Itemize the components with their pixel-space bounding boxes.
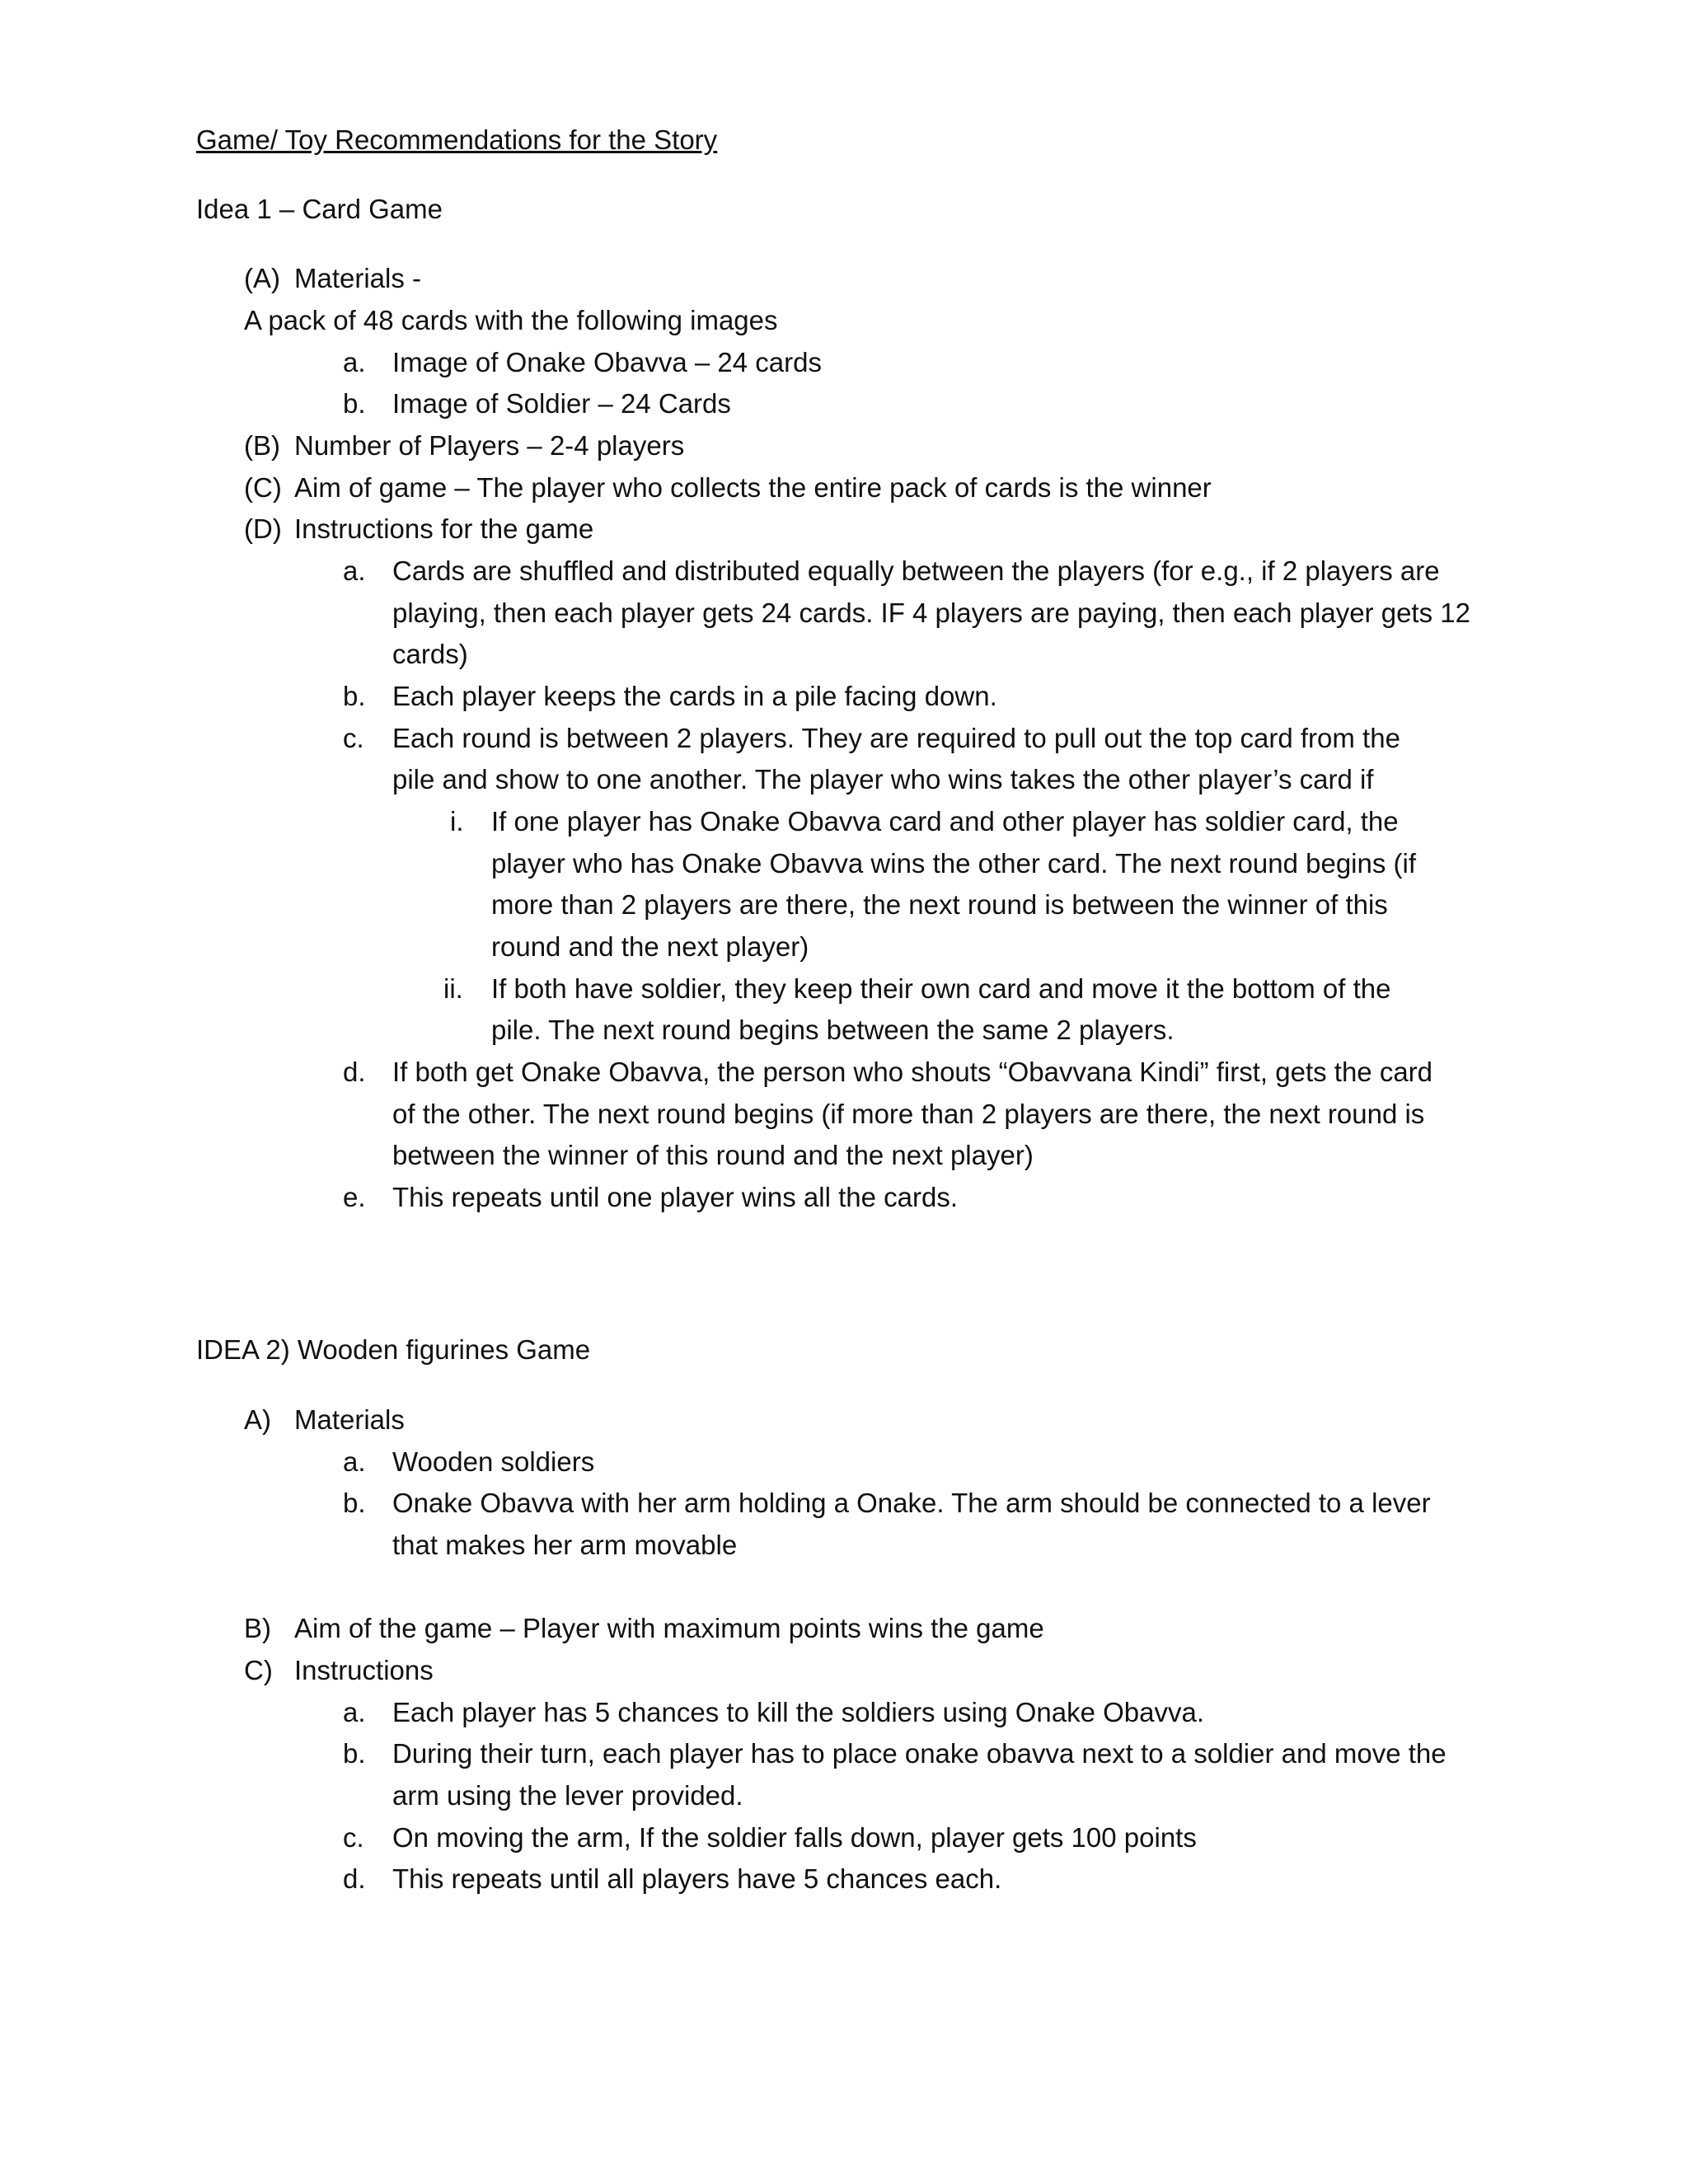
idea1-aim-marker: (C) [244, 472, 282, 503]
idea2-instructions-marker: C) [244, 1655, 273, 1685]
idea1-step-d-line-2: of the other. The next round begins (if more than 2 players are there, the next round is [392, 1099, 1425, 1129]
idea2-heading: IDEA 2) Wooden figurines Game [196, 1334, 591, 1365]
idea1-step-d-line-3: between the winner of this round and the next player) [392, 1140, 1034, 1170]
idea2-aim-text: Aim of the game – Player with maximum points wins the game [294, 1613, 1044, 1643]
idea2-material-b-marker: b. [343, 1488, 366, 1518]
idea2-step-d-marker: d. [343, 1863, 366, 1894]
idea1-materials-marker: (A) [244, 263, 280, 293]
idea1-step-b-text: Each player keeps the cards in a pile facing down. [392, 681, 997, 711]
idea1-step-a-line-3: cards) [392, 639, 468, 669]
idea2-material-a-marker: a. [343, 1446, 366, 1477]
idea2-materials-marker: A) [244, 1404, 271, 1435]
idea1-heading: Idea 1 – Card Game [196, 194, 443, 224]
idea1-material-a-text: Image of Onake Obavva – 24 cards [392, 347, 822, 377]
idea1-step-d-marker: d. [343, 1057, 366, 1087]
idea1-step-c-marker: c. [343, 723, 364, 753]
idea1-material-b-text: Image of Soldier – 24 Cards [392, 388, 731, 419]
idea1-step-b-marker: b. [343, 681, 366, 711]
idea1-step-c-line-1: Each round is between 2 players. They are required to pull out the top card from the [392, 723, 1400, 753]
idea1-step-c-ii-line-2: pile. The next round begins between the same 2 players. [491, 1015, 1175, 1045]
idea2-step-b-line-1: During their turn, each player has to place onake obavva next to a soldier and move the [392, 1738, 1447, 1769]
idea1-step-e-text: This repeats until one player wins all the cards. [392, 1182, 959, 1212]
idea2-aim-marker: B) [244, 1613, 271, 1643]
idea1-instructions-label: Instructions for the game [294, 513, 594, 544]
idea1-step-a-marker: a. [343, 555, 366, 586]
idea1-step-c-i-line-1: If one player has Onake Obavva card and other player has soldier card, the [491, 806, 1399, 837]
idea1-step-a-line-2: playing, then each player gets 24 cards. IF 4 players are paying, then each player gets 12 [392, 598, 1470, 628]
idea1-step-d-line-1: If both get Onake Obavva, the person who shouts “Obavvana Kindi” first, gets the card [392, 1057, 1433, 1087]
idea1-step-c-i-line-3: more than 2 players are there, the next round is between the winner of this [491, 889, 1388, 920]
idea2-step-c-marker: c. [343, 1822, 364, 1853]
idea1-step-c-i-line-4: round and the next player) [491, 931, 809, 962]
idea1-step-a-line-1: Cards are shuffled and distributed equally between the players (for e.g., if 2 players are [392, 555, 1440, 586]
idea1-players-marker: (B) [244, 430, 280, 461]
idea2-step-d-text: This repeats until all players have 5 chances each. [392, 1863, 1002, 1894]
idea1-step-e-marker: e. [343, 1182, 366, 1212]
idea2-instructions-label: Instructions [294, 1655, 434, 1685]
idea2-step-b-marker: b. [343, 1738, 366, 1769]
idea2-step-c-text: On moving the arm, If the soldier falls down, player gets 100 points [392, 1822, 1197, 1853]
idea2-material-b-line-1: Onake Obavva with her arm holding a Onake. The arm should be connected to a lever [392, 1488, 1431, 1518]
idea1-step-c-i-marker: i. [450, 806, 464, 837]
idea1-step-c-ii-marker: ii. [443, 973, 463, 1004]
idea1-material-b-marker: b. [343, 388, 366, 419]
idea1-material-a-marker: a. [343, 347, 366, 377]
idea2-step-b-line-2: arm using the lever provided. [392, 1780, 743, 1811]
idea2-step-a-marker: a. [343, 1697, 366, 1727]
idea1-instructions-marker: (D) [244, 513, 282, 544]
idea2-material-a-text: Wooden soldiers [392, 1446, 595, 1477]
idea1-aim-text: Aim of game – The player who collects the entire pack of cards is the winner [294, 472, 1212, 503]
idea1-materials-intro: A pack of 48 cards with the following images [244, 305, 778, 335]
idea1-step-c-i-line-2: player who has Onake Obavva wins the other card. The next round begins (if [491, 848, 1417, 879]
idea1-players-text: Number of Players – 2-4 players [294, 430, 685, 461]
idea2-material-b-line-2: that makes her arm movable [392, 1530, 738, 1560]
idea1-step-c-ii-line-1: If both have soldier, they keep their own card and move it the bottom of the [491, 973, 1391, 1004]
idea2-materials-label: Materials [294, 1404, 405, 1435]
document-title: Game/ Toy Recommendations for the Story [196, 124, 718, 155]
idea1-step-c-line-2: pile and show to one another. The player who wins takes the other player’s card if [392, 764, 1374, 794]
idea2-step-a-text: Each player has 5 chances to kill the soldiers using Onake Obavva. [392, 1697, 1205, 1727]
idea1-materials-label: Materials - [294, 263, 422, 293]
